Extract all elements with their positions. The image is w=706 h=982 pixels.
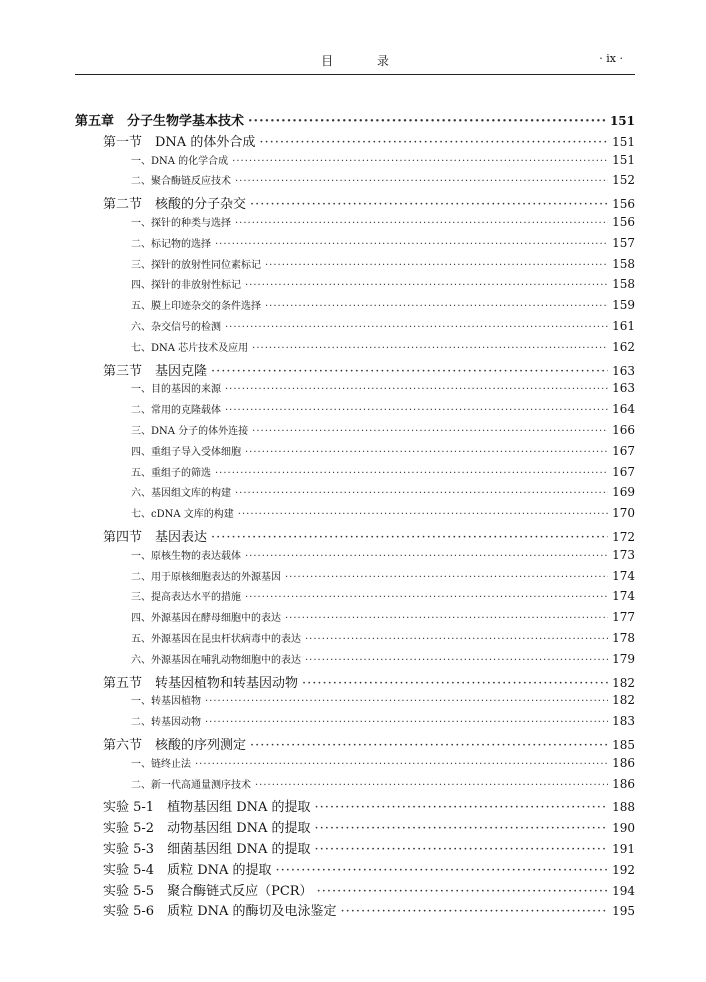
toc-entry-title: 一、DNA 的化学合成 [131,155,229,167]
toc-entry-title: 第五节 转基因植物和转基因动物 [103,675,299,691]
toc-entry-title: 实验 5-1 植物基因组 DNA 的提取 [103,800,311,816]
dot-leader [245,551,608,562]
toc-section-entry[interactable] [0,526,635,546]
toc-entry-page: 185 [612,738,635,752]
toc-subsection-entry[interactable] [0,588,635,608]
toc-entry-title: 七、cDNA 文库的构建 [131,509,234,521]
toc-entry-page: 173 [612,547,635,562]
toc-subsection-entry[interactable] [0,651,635,671]
toc-entry-page: 170 [612,506,635,521]
toc-entry-title: 六、外源基因在哺乳动物细胞中的表达 [131,654,301,666]
toc-entry-page: 163 [612,381,635,396]
toc-entry-page: 152 [612,173,635,188]
toc-entry-page: 192 [612,862,635,877]
toc-entry-title: 五、重组子的筛选 [131,467,211,479]
toc-subsection-entry[interactable] [0,276,635,296]
dot-leader [235,218,608,229]
toc-subsection-entry[interactable] [0,755,635,775]
toc-subsection-entry[interactable] [0,214,635,234]
toc-subsection-entry[interactable] [0,484,635,504]
dot-leader [315,821,609,836]
dot-leader [205,696,608,707]
toc-entry-page: 186 [612,776,635,791]
toc-section-entry[interactable] [0,734,635,754]
toc-subsection-entry[interactable] [0,464,635,484]
toc-subsection-entry[interactable] [0,505,635,525]
dot-leader [245,280,608,291]
dot-leader [238,509,608,520]
dot-leader [252,343,608,354]
toc-entry-page: 161 [612,319,635,333]
toc-entry-page: 151 [612,134,635,149]
toc-entry-title: 五、膜上印迹杂交的条件选择 [131,301,261,313]
toc-entry-title: 五、外源基因在昆虫杆状病毒中的表达 [131,634,301,645]
toc-subsection-entry[interactable] [0,235,635,255]
toc-entry-page: 174 [612,568,635,583]
toc-entry-title: 第六节 核酸的序列测定 [103,738,247,753]
dot-leader [215,468,608,479]
toc-subsection-entry[interactable] [0,609,635,629]
dot-leader [341,904,609,919]
toc-entry-title: 三、探针的放射性同位素标记 [131,259,261,271]
dot-leader [285,572,608,583]
toc-entry-title: 二、常用的克隆载体 [131,405,221,417]
dot-leader [232,156,608,167]
toc-entry-page: 182 [612,675,635,690]
toc-entry-title: 四、外源基因在酵母细胞中的表达 [131,613,281,625]
page-header [75,52,635,74]
dot-leader [245,592,608,603]
toc-subsection-entry[interactable] [0,172,635,192]
toc-entry-page: 177 [612,610,635,625]
toc-section-entry[interactable] [0,672,635,692]
dot-leader [225,322,608,333]
toc-entry-title: 六、基因组文库的构建 [131,488,231,500]
toc-entry-page: 157 [612,235,635,250]
dot-leader [235,176,608,187]
dot-leader [248,114,606,129]
toc-entry-title: 三、提高表达水平的措施 [131,592,241,604]
toc-subsection-entry[interactable] [0,380,635,400]
toc-entry-title: 二、标记物的选择 [131,238,211,250]
dot-leader [195,759,608,770]
toc-section-entry[interactable] [0,880,635,900]
dot-leader [317,884,609,899]
toc-entry-page: 186 [612,755,635,770]
dot-leader [205,717,608,728]
toc-entry-title: 四、探针的非放射性标记 [131,280,241,292]
toc-entry-title: 三、DNA 分子的体外连接 [131,426,249,437]
toc-subsection-entry[interactable] [0,692,635,712]
toc-entry-page: 194 [612,883,635,898]
toc-entry-title: 二、用于原核细胞表达的外源基因 [131,571,281,583]
toc-entry-title: 第五章 分子生物学基本技术 [75,114,245,129]
toc-section-entry[interactable] [0,360,635,380]
toc-entry-title: 二、聚合酶链反应技术 [131,176,231,188]
toc-entry-page: 191 [612,842,635,856]
toc-entry-page: 151 [609,114,635,128]
toc-entry-page: 178 [612,631,635,645]
toc-entry-title: 第一节 DNA 的体外合成 [103,134,256,150]
dot-leader [315,842,609,857]
toc-entry-title: 实验 5-6 质粒 DNA 的酶切及电泳鉴定 [103,904,337,920]
toc-entry-title: 二、转基因动物 [131,717,201,729]
toc-subsection-entry[interactable] [0,318,635,338]
toc-subsection-entry[interactable] [0,713,635,733]
dot-leader [245,447,608,458]
toc-entry-page: 159 [612,298,635,313]
toc-section-entry[interactable] [0,796,635,816]
toc-entry-page: 167 [612,443,635,458]
dot-leader [211,530,608,545]
toc-subsection-entry[interactable] [0,401,635,421]
dot-leader [235,488,608,499]
toc-section-entry[interactable] [0,900,635,920]
toc-entry-title: 第三节 基因克隆 [103,363,208,379]
toc-subsection-entry[interactable] [0,547,635,567]
toc-entry-page: 172 [612,530,635,544]
toc-entry-page: 190 [612,821,635,836]
toc-entry-title: 第四节 基因表达 [103,530,208,545]
toc-entry-page: 195 [612,904,635,919]
toc-entry-page: 156 [612,215,635,229]
toc-entry-title: 实验 5-4 质粒 DNA 的提取 [103,862,272,878]
toc-entry-title: 一、链终止法 [131,758,191,770]
toc-subsection-entry[interactable] [0,256,635,276]
dot-leader [285,613,608,624]
toc-entry-title: 一、探针的种类与选择 [131,218,231,229]
dot-leader [305,655,608,666]
dot-leader [302,676,608,691]
toc-entry-page: 182 [612,693,635,708]
toc-entry-page: 164 [612,402,635,417]
toc-entry-title: 一、转基因植物 [131,696,201,708]
toc-entry-page: 179 [612,651,635,666]
toc-entry-page: 174 [612,589,635,604]
toc-entry-page: 188 [612,800,635,815]
toc-entry-title: 实验 5-2 动物基因组 DNA 的提取 [103,821,311,837]
toc-entry-title: 一、目的基因的来源 [131,384,221,396]
dot-leader [225,405,608,416]
toc-entry-title: 七、DNA 芯片技术及应用 [131,342,249,354]
toc-chapter-entry[interactable] [0,110,635,130]
toc-entry-page: 169 [612,485,635,500]
toc-entry-title: 二、新一代高通量测序技术 [131,779,251,791]
header-page-number: · ix · [599,52,623,65]
toc-entry-title: 实验 5-3 细菌基因组 DNA 的提取 [103,842,311,857]
header-rule [75,74,635,75]
toc-subsection-entry[interactable] [0,152,635,172]
toc-entry-page: 151 [612,152,635,167]
toc-subsection-entry[interactable] [0,630,635,650]
dot-leader [315,800,609,815]
dot-leader [265,260,608,271]
toc-section-entry[interactable] [0,859,635,879]
dot-leader [265,301,608,312]
toc-entry-page: 167 [612,464,635,479]
toc-subsection-entry[interactable] [0,443,635,463]
toc-entry-title: 四、重组子导入受体细胞 [131,446,241,458]
toc-subsection-entry[interactable] [0,297,635,317]
toc-entry-title: 第二节 核酸的分子杂交 [103,197,247,213]
toc-section-entry[interactable] [0,193,635,213]
dot-leader [276,863,609,878]
toc-entry-page: 158 [612,256,635,271]
dot-leader [259,135,608,150]
toc-entry-page: 166 [612,423,635,437]
dot-leader [305,634,608,645]
toc-subsection-entry[interactable] [0,422,635,442]
toc-subsection-entry[interactable] [0,339,635,359]
toc-section-entry[interactable] [0,838,635,858]
dot-leader [211,364,608,379]
toc-entry-title: 六、杂交信号的检测 [131,322,221,333]
dot-leader [252,426,608,437]
toc-section-entry[interactable] [0,131,635,151]
toc-entry-page: 158 [612,277,635,292]
dot-leader [250,738,608,753]
dot-leader [225,384,608,395]
toc-entry-page: 183 [612,714,635,729]
toc-subsection-entry[interactable] [0,568,635,588]
header-title: 目 录 [321,54,409,68]
toc-subsection-entry[interactable] [0,776,635,796]
toc-entry-page: 163 [612,363,635,378]
toc-entry-title: 实验 5-5 聚合酶链式反应（PCR） [103,883,313,899]
toc-section-entry[interactable] [0,817,635,837]
toc-entry-title: 一、原核生物的表达载体 [131,550,241,562]
dot-leader [215,239,608,250]
dot-leader [250,197,608,212]
toc-entry-page: 156 [612,197,635,212]
toc-entry-page: 162 [612,339,635,354]
dot-leader [255,780,608,791]
